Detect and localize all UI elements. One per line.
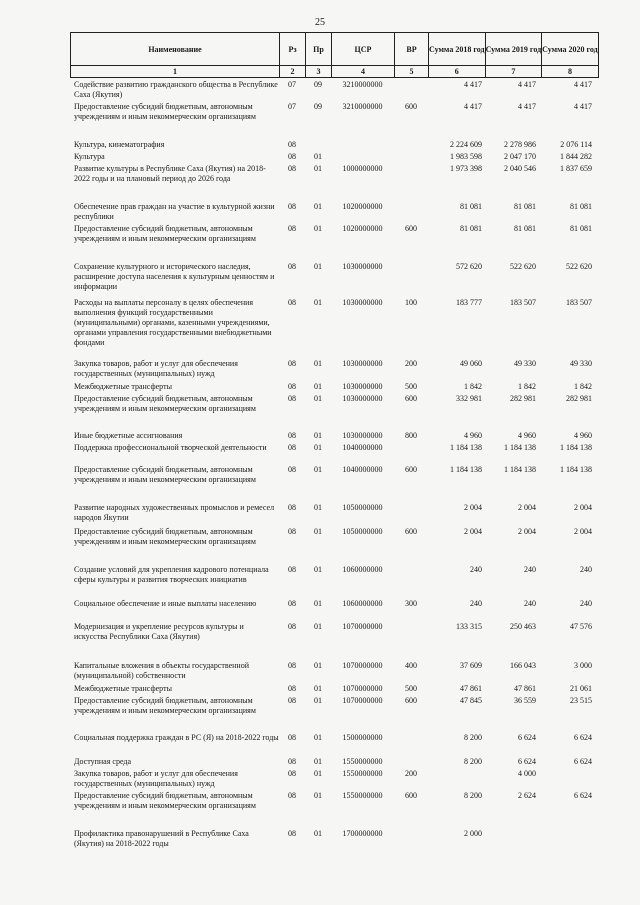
cell-pr: 01: [314, 202, 322, 211]
cell-sum-2020: 240: [580, 565, 592, 574]
cell-pr: 01: [314, 164, 322, 173]
cell-sum-2019: 47 861: [514, 684, 536, 693]
cell-name: Социальное обеспечение и иные выплаты населению: [74, 599, 257, 608]
cell-sum-2020: 6 624: [574, 757, 592, 766]
cell-rz: 07: [288, 80, 296, 89]
cell-rz: 08: [288, 359, 296, 368]
cell-pr: 01: [314, 359, 322, 368]
cell-vr: 600: [405, 791, 417, 800]
cell-sum-2020: 4 417: [574, 102, 592, 111]
table-row: [70, 359, 592, 379]
cell-csr: 1060000000: [342, 599, 383, 608]
table-row: [70, 503, 592, 523]
cell-rz: 08: [288, 503, 296, 512]
table-row: [70, 829, 592, 849]
cell-sum-2019: 4 960: [518, 431, 536, 440]
cell-sum-2019: 4 417: [518, 102, 536, 111]
cell-pr: 01: [314, 298, 322, 307]
cell-vr: 600: [405, 394, 417, 403]
cell-sum-2020: 282 981: [566, 394, 592, 403]
cell-sum-2020: 1 837 659: [560, 164, 592, 173]
cell-pr: 09: [314, 102, 322, 111]
cell-sum-2018: 2 224 609: [450, 140, 482, 149]
cell-vr: 400: [405, 661, 417, 670]
cell-sum-2020: 1 184 138: [560, 443, 592, 452]
table-row: [70, 394, 592, 414]
cell-sum-2020: 47 576: [570, 622, 592, 631]
cell-sum-2018: 240: [470, 565, 482, 574]
cell-sum-2019: 2 278 986: [504, 140, 536, 149]
cell-sum-2019: 2 040 546: [504, 164, 536, 173]
table-row: [70, 791, 592, 811]
cell-pr: 09: [314, 80, 322, 89]
table-row: [70, 622, 592, 642]
cell-rz: 08: [288, 733, 296, 742]
cell-rz: 08: [288, 527, 296, 536]
cell-vr: 600: [405, 224, 417, 233]
cell-sum-2020: 4 417: [574, 80, 592, 89]
cell-sum-2020: 1 842: [574, 382, 592, 391]
table-row: [70, 431, 592, 441]
cell-pr: 01: [314, 733, 322, 742]
cell-rz: 08: [288, 599, 296, 608]
cell-sum-2018: 37 609: [460, 661, 482, 670]
cell-pr: 01: [314, 696, 322, 705]
table-row: [70, 599, 592, 609]
column-number: 1: [71, 66, 280, 78]
cell-csr: 1030000000: [342, 394, 383, 403]
cell-sum-2020: 6 624: [574, 791, 592, 800]
cell-rz: 08: [288, 394, 296, 403]
cell-sum-2018: 332 981: [456, 394, 482, 403]
cell-csr: 1550000000: [342, 757, 383, 766]
column-number: 8: [542, 66, 599, 78]
cell-sum-2018: 2 004: [464, 527, 482, 536]
cell-csr: 1030000000: [342, 298, 383, 307]
cell-csr: 1550000000: [342, 769, 383, 778]
column-header-vr: ВР: [395, 33, 429, 66]
cell-name: Межбюджетные трансферты: [74, 684, 172, 693]
table-row: [70, 102, 592, 122]
cell-sum-2018: 183 777: [456, 298, 482, 307]
cell-pr: 01: [314, 443, 322, 452]
table-row: [70, 140, 592, 150]
cell-sum-2019: 240: [524, 565, 536, 574]
cell-sum-2020: 2 076 114: [560, 140, 592, 149]
cell-csr: 1030000000: [342, 382, 383, 391]
table-row: [70, 202, 592, 222]
cell-name: Предоставление субсидий бюджетным, автономным учреждениям и иным некоммерческим организациям: [74, 527, 256, 546]
cell-name: Создание условий для укрепления кадрового потенциала сферы культуры и развития творческих инициатив: [74, 565, 269, 584]
cell-rz: 08: [288, 565, 296, 574]
cell-name: Модернизация и укрепление ресурсов культуры и искусства Республики Саха (Якутия): [74, 622, 244, 641]
cell-sum-2019: 2 004: [518, 527, 536, 536]
cell-pr: 01: [314, 152, 322, 161]
cell-sum-2018: 1 184 138: [450, 443, 482, 452]
cell-sum-2020: 2 004: [574, 503, 592, 512]
cell-name: Профилактика правонарушений в Республике Саха (Якутия) на 2018-2022 годы: [74, 829, 249, 848]
cell-pr: 01: [314, 829, 322, 838]
cell-sum-2019: 6 624: [518, 757, 536, 766]
cell-sum-2018: 1 184 138: [450, 465, 482, 474]
cell-pr: 01: [314, 769, 322, 778]
cell-vr: 100: [405, 298, 417, 307]
cell-pr: 01: [314, 527, 322, 536]
cell-name: Обеспечение прав граждан на участие в культурной жизни республики: [74, 202, 275, 221]
cell-sum-2020: 6 624: [574, 733, 592, 742]
column-header-name: Наименование: [71, 33, 280, 66]
cell-sum-2018: 1 973 398: [450, 164, 482, 173]
cell-rz: 08: [288, 465, 296, 474]
cell-name: Сохранение культурного и исторического наследия, расширение доступа населения к культурным ценностям и информации: [74, 262, 275, 291]
cell-csr: 1070000000: [342, 622, 383, 631]
column-number: 7: [485, 66, 542, 78]
cell-sum-2020: 21 061: [570, 684, 592, 693]
cell-sum-2019: 1 842: [518, 382, 536, 391]
cell-sum-2020: 2 004: [574, 527, 592, 536]
table-row: [70, 684, 592, 694]
cell-sum-2019: 2 624: [518, 791, 536, 800]
column-number: 6: [429, 66, 486, 78]
cell-sum-2019: 6 624: [518, 733, 536, 742]
cell-csr: 1700000000: [342, 829, 383, 838]
table-row: [70, 80, 592, 100]
cell-pr: 01: [314, 431, 322, 440]
cell-sum-2020: 81 081: [570, 224, 592, 233]
cell-vr: 600: [405, 465, 417, 474]
cell-csr: 1550000000: [342, 791, 383, 800]
cell-csr: 1060000000: [342, 565, 383, 574]
cell-sum-2019: 49 330: [514, 359, 536, 368]
cell-rz: 08: [288, 202, 296, 211]
cell-name: Предоставление субсидий бюджетным, автономным учреждениям и иным некоммерческим организациям: [74, 394, 256, 413]
cell-sum-2020: 81 081: [570, 202, 592, 211]
cell-pr: 01: [314, 661, 322, 670]
cell-sum-2019: 250 463: [510, 622, 536, 631]
cell-sum-2020: 240: [580, 599, 592, 608]
cell-csr: 1050000000: [342, 527, 383, 536]
cell-sum-2018: 4 417: [464, 102, 482, 111]
table-row: [70, 565, 592, 585]
cell-csr: 1070000000: [342, 684, 383, 693]
cell-vr: 300: [405, 599, 417, 608]
cell-pr: 01: [314, 503, 322, 512]
cell-name: Культура: [74, 152, 105, 161]
cell-name: Поддержка профессиональной творческой деятельности: [74, 443, 267, 452]
cell-rz: 07: [288, 102, 296, 111]
cell-name: Содействие развитию гражданского общества в Республике Саха (Якутия): [74, 80, 278, 99]
cell-sum-2018: 8 200: [464, 791, 482, 800]
cell-rz: 08: [288, 224, 296, 233]
cell-sum-2018: 4 960: [464, 431, 482, 440]
cell-rz: 08: [288, 431, 296, 440]
cell-csr: 1500000000: [342, 733, 383, 742]
cell-sum-2019: 36 559: [514, 696, 536, 705]
table-row: [70, 164, 592, 184]
table-row: [70, 465, 592, 485]
cell-sum-2019: 2 004: [518, 503, 536, 512]
cell-sum-2020: 4 960: [574, 431, 592, 440]
cell-name: Закупка товаров, работ и услуг для обеспечения государственных (муниципальных) нужд: [74, 359, 238, 378]
cell-csr: 1070000000: [342, 696, 383, 705]
table-row: [70, 298, 592, 348]
cell-sum-2020: 3 000: [574, 661, 592, 670]
page-number: 25: [315, 17, 325, 28]
cell-pr: 01: [314, 262, 322, 271]
cell-sum-2018: 81 081: [460, 224, 482, 233]
table-row: [70, 661, 592, 681]
cell-rz: 08: [288, 298, 296, 307]
cell-sum-2018: 2 004: [464, 503, 482, 512]
cell-sum-2019: 282 981: [510, 394, 536, 403]
cell-sum-2019: 81 081: [514, 202, 536, 211]
cell-sum-2020: 1 844 282: [560, 152, 592, 161]
cell-sum-2018: 1 842: [464, 382, 482, 391]
table-row: [70, 733, 592, 743]
cell-sum-2019: 1 184 138: [504, 465, 536, 474]
cell-csr: 1020000000: [342, 202, 383, 211]
cell-vr: 200: [405, 359, 417, 368]
cell-csr: 1050000000: [342, 503, 383, 512]
cell-name: Расходы на выплаты персоналу в целях обеспечения выполнения функций государственными (муниципальными) органами, казенными учреждениями, органами управления государственными внебюджетными фондами: [74, 298, 272, 347]
cell-sum-2018: 572 620: [456, 262, 482, 271]
cell-rz: 08: [288, 769, 296, 778]
cell-vr: 600: [405, 102, 417, 111]
column-header-pr: Пр: [306, 33, 332, 66]
cell-rz: 08: [288, 791, 296, 800]
cell-rz: 08: [288, 262, 296, 271]
table-row: [70, 224, 592, 244]
cell-vr: 500: [405, 684, 417, 693]
table-row: [70, 262, 592, 292]
cell-sum-2020: 522 620: [566, 262, 592, 271]
cell-name: Предоставление субсидий бюджетным, автономным учреждениям и иным некоммерческим организациям: [74, 465, 256, 484]
cell-sum-2018: 133 315: [456, 622, 482, 631]
cell-sum-2019: 2 047 170: [504, 152, 536, 161]
cell-csr: 1040000000: [342, 465, 383, 474]
cell-csr: 3210000000: [342, 102, 383, 111]
cell-sum-2019: 4 417: [518, 80, 536, 89]
cell-vr: 500: [405, 382, 417, 391]
cell-name: Социальная поддержка граждан в РС (Я) на 2018-2022 годы: [74, 733, 279, 742]
table-row: [70, 527, 592, 547]
cell-sum-2018: 81 081: [460, 202, 482, 211]
column-number: 3: [306, 66, 332, 78]
column-header-csr: ЦСР: [332, 33, 395, 66]
cell-pr: 01: [314, 757, 322, 766]
cell-csr: 1020000000: [342, 224, 383, 233]
cell-pr: 01: [314, 465, 322, 474]
cell-pr: 01: [314, 791, 322, 800]
cell-rz: 08: [288, 684, 296, 693]
cell-sum-2019: 166 043: [510, 661, 536, 670]
cell-rz: 08: [288, 152, 296, 161]
cell-sum-2020: 23 515: [570, 696, 592, 705]
cell-name: Развитие культуры в Республике Саха (Якутия) на 2018-2022 годы и на плановый период до 2026 года: [74, 164, 266, 183]
cell-csr: 1030000000: [342, 359, 383, 368]
cell-rz: 08: [288, 140, 296, 149]
cell-name: Закупка товаров, работ и услуг для обеспечения государственных (муниципальных) нужд: [74, 769, 238, 788]
cell-csr: 1000000000: [342, 164, 383, 173]
table-header: [70, 32, 599, 78]
cell-sum-2019: 522 620: [510, 262, 536, 271]
column-number: 2: [280, 66, 306, 78]
cell-pr: 01: [314, 565, 322, 574]
cell-vr: 600: [405, 527, 417, 536]
column-header-rz: Рз: [280, 33, 306, 66]
cell-vr: 600: [405, 696, 417, 705]
column-header-sum-2019: Сумма 2019 год: [485, 33, 542, 66]
cell-sum-2020: 1 184 138: [560, 465, 592, 474]
cell-csr: 1030000000: [342, 262, 383, 271]
cell-name: Предоставление субсидий бюджетным, автономным учреждениям и иным некоммерческим организациям: [74, 224, 256, 243]
cell-name: Предоставление субсидий бюджетным, автономным учреждениям и иным некоммерческим организациям: [74, 696, 256, 715]
cell-sum-2018: 4 417: [464, 80, 482, 89]
cell-csr: 1070000000: [342, 661, 383, 670]
cell-pr: 01: [314, 684, 322, 693]
cell-pr: 01: [314, 224, 322, 233]
cell-name: Доступная среда: [74, 757, 132, 766]
cell-csr: 1040000000: [342, 443, 383, 452]
table-row: [70, 769, 592, 789]
cell-pr: 01: [314, 622, 322, 631]
cell-vr: 200: [405, 769, 417, 778]
cell-name: Культура, кинематография: [74, 140, 165, 149]
cell-rz: 08: [288, 661, 296, 670]
cell-pr: 01: [314, 382, 322, 391]
cell-sum-2018: 8 200: [464, 733, 482, 742]
cell-pr: 01: [314, 599, 322, 608]
cell-rz: 08: [288, 382, 296, 391]
cell-sum-2019: 240: [524, 599, 536, 608]
cell-sum-2018: 240: [470, 599, 482, 608]
cell-sum-2018: 47 845: [460, 696, 482, 705]
cell-sum-2019: 183 507: [510, 298, 536, 307]
cell-rz: 08: [288, 622, 296, 631]
table-row: [70, 696, 592, 716]
cell-rz: 08: [288, 443, 296, 452]
cell-rz: 08: [288, 757, 296, 766]
column-number: 5: [395, 66, 429, 78]
table-row: [70, 152, 592, 162]
cell-rz: 08: [288, 164, 296, 173]
cell-csr: 1030000000: [342, 431, 383, 440]
cell-sum-2018: 49 060: [460, 359, 482, 368]
cell-rz: 08: [288, 829, 296, 838]
cell-name: Предоставление субсидий бюджетным, автономным учреждениям и иным некоммерческим организациям: [74, 791, 256, 810]
cell-sum-2019: 4 000: [518, 769, 536, 778]
cell-pr: 01: [314, 394, 322, 403]
table-row: [70, 443, 592, 453]
cell-sum-2018: 2 000: [464, 829, 482, 838]
cell-sum-2018: 1 983 598: [450, 152, 482, 161]
cell-sum-2020: 49 330: [570, 359, 592, 368]
column-header-sum-2020: Сумма 2020 год: [542, 33, 599, 66]
cell-name: Предоставление субсидий бюджетным, автономным учреждениям и иным некоммерческим организациям: [74, 102, 256, 121]
cell-vr: 800: [405, 431, 417, 440]
cell-name: Капитальные вложения в объекты государственной (муниципальной) собственности: [74, 661, 249, 680]
cell-sum-2020: 183 507: [566, 298, 592, 307]
table-row: [70, 757, 592, 767]
cell-rz: 08: [288, 696, 296, 705]
cell-sum-2019: 1 184 138: [504, 443, 536, 452]
table-row: [70, 382, 592, 392]
cell-sum-2018: 47 861: [460, 684, 482, 693]
cell-csr: 3210000000: [342, 80, 383, 89]
column-header-sum-2018: Сумма 2018 год: [429, 33, 486, 66]
column-number: 4: [332, 66, 395, 78]
cell-name: Развитие народных художественных промыслов и ремесел народов Якутии: [74, 503, 275, 522]
cell-sum-2018: 8 200: [464, 757, 482, 766]
cell-sum-2019: 81 081: [514, 224, 536, 233]
cell-name: Иные бюджетные ассигнования: [74, 431, 183, 440]
cell-name: Межбюджетные трансферты: [74, 382, 172, 391]
